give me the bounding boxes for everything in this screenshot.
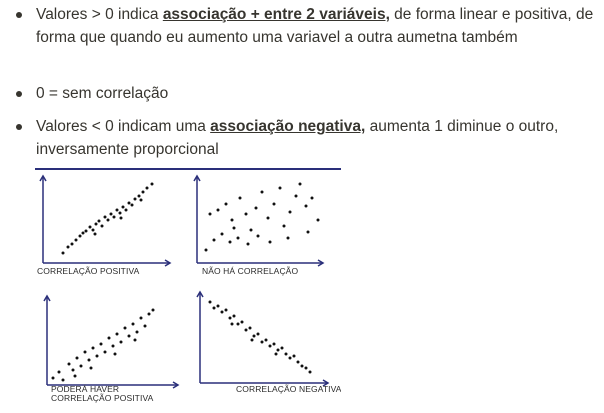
bullet-text: Valores < 0 indicam uma xyxy=(36,118,211,135)
panel-no-correlation xyxy=(188,170,341,288)
bullet-text: aumenta 1 diminue o outro, inversamente proporcional xyxy=(36,118,559,158)
panel-label: NÃO HÁ CORRELAÇÃO xyxy=(202,266,299,276)
bullet-item-zero xyxy=(36,82,596,105)
scatter-points xyxy=(209,301,312,374)
panel-label: CORRELAÇÃO NEGATIVA xyxy=(236,384,341,394)
panel-positive-correlation xyxy=(35,170,188,288)
bullet-text: Valores > 0 indica xyxy=(36,6,163,23)
bullet-text: 0 = sem correlação xyxy=(36,85,169,102)
bullet-text: de forma linear e positiva, de forma que quando eu aumento uma variavel a outra aumetna também xyxy=(36,6,594,46)
scatter-points xyxy=(62,183,154,255)
axes xyxy=(40,176,170,266)
panel-possible-positive-correlation xyxy=(35,288,188,411)
axes xyxy=(44,296,178,388)
panel-label-line1: PODERÁ HAVER xyxy=(51,384,120,394)
bullet-item-positive xyxy=(36,3,596,49)
panel-negative-correlation xyxy=(188,288,341,411)
bullet-dot xyxy=(16,12,22,18)
axes xyxy=(194,176,323,266)
bullet-emphasis: associação + entre 2 variáveis, xyxy=(162,6,390,23)
bullet-dot xyxy=(16,124,22,130)
panel-label: CORRELAÇÃO POSITIVA xyxy=(37,266,140,276)
panel-label-line2: CORRELAÇÃO POSITIVA xyxy=(51,393,154,403)
correlation-figure-image xyxy=(35,168,341,413)
bullet-emphasis: associação negativa, xyxy=(210,118,366,135)
scatter-points xyxy=(52,309,155,382)
scatter-points xyxy=(205,183,320,252)
bullet-item-negative xyxy=(36,115,596,161)
bullet-dot xyxy=(16,91,22,97)
